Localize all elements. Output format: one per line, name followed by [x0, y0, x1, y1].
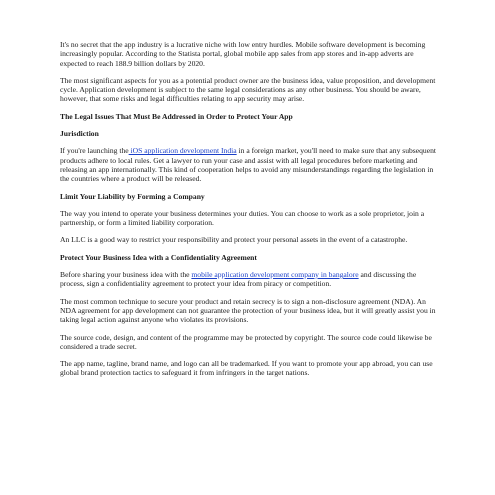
nda-paragraph: The most common technique to secure your product and retain secrecy is to sign a non-disclosure agreement (NDA). An NDA agreement for app development can not guarantee the protection of your business idea, but it will greatly assist you in taking legal action against anyone who violates its provisions.	[60, 296, 436, 325]
bangalore-company-link[interactable]: mobile application development company in bangalore	[191, 270, 359, 280]
ios-development-link[interactable]: iOS application development India	[128, 146, 237, 156]
jurisdiction-heading: Jurisdiction	[60, 129, 99, 139]
jurisdiction-paragraph	[60, 146, 440, 183]
confidentiality-text-start: Before sharing your business idea with the	[60, 270, 192, 280]
confidentiality-paragraph	[60, 270, 440, 289]
copyright-paragraph: The source code, design, and content of the programme may be protected by copyright. The source code could likewise be considered a trade secret.	[60, 332, 432, 351]
llc-paragraph: An LLC is a good way to restrict your responsibility and protect your personal assets in the event of a catastrophe.	[60, 235, 408, 245]
trademark-paragraph: The app name, tagline, brand name, and logo can all be trademarked. If you want to promote your app abroad, you can use global brand protection tactics to safeguard it from infringers in the target nations.	[60, 359, 433, 378]
confidentiality-heading: Protect Your Business Idea with a Confidentiality Agreement	[60, 252, 257, 262]
legal-issues-heading: The Legal Issues That Must Be Addressed in Order to Protect Your App	[60, 111, 293, 121]
confidentiality-text-end: and discussing the process, sign a confidentiality agreement to protect your idea from piracy or competition.	[60, 270, 417, 289]
intro-paragraph: It's no secret that the app industry is a lucrative niche with low entry hurdles. Mobile software development is becoming increasingly popular. According to the Statista portal, global mobile app sales from app stores and in-app adverts are expected to reach 188.9 billion dollars by 2020.	[60, 40, 426, 68]
jurisdiction-text-start: If you're launching the	[60, 146, 129, 156]
liability-paragraph: The way you intend to operate your business determines your duties. You can choose to work as a sole proprietor, join a partnership, or form a limited liability corporation.	[60, 208, 425, 228]
document-page	[60, 40, 440, 386]
jurisdiction-text-end: in a foreign market, you'll need to make sure that any subsequent products adhere to local rules. Get a lawyer to run your case and assist with all legal procedures before marketing and releasing an app internationally. This kind of cooperation helps to avoid any misunderstandings regarding the legislation in the countries where a product will be released.	[60, 146, 437, 184]
liability-heading: Limit Your Liability by Forming a Company	[60, 191, 205, 201]
aspects-paragraph: The most significant aspects for you as a potential product owner are the business idea, value proposition, and development cycle. Application development is subject to the same legal considerations as any other business. You should be aware, however, that some risks and legal difficulties relating to app security may arise.	[60, 75, 436, 104]
